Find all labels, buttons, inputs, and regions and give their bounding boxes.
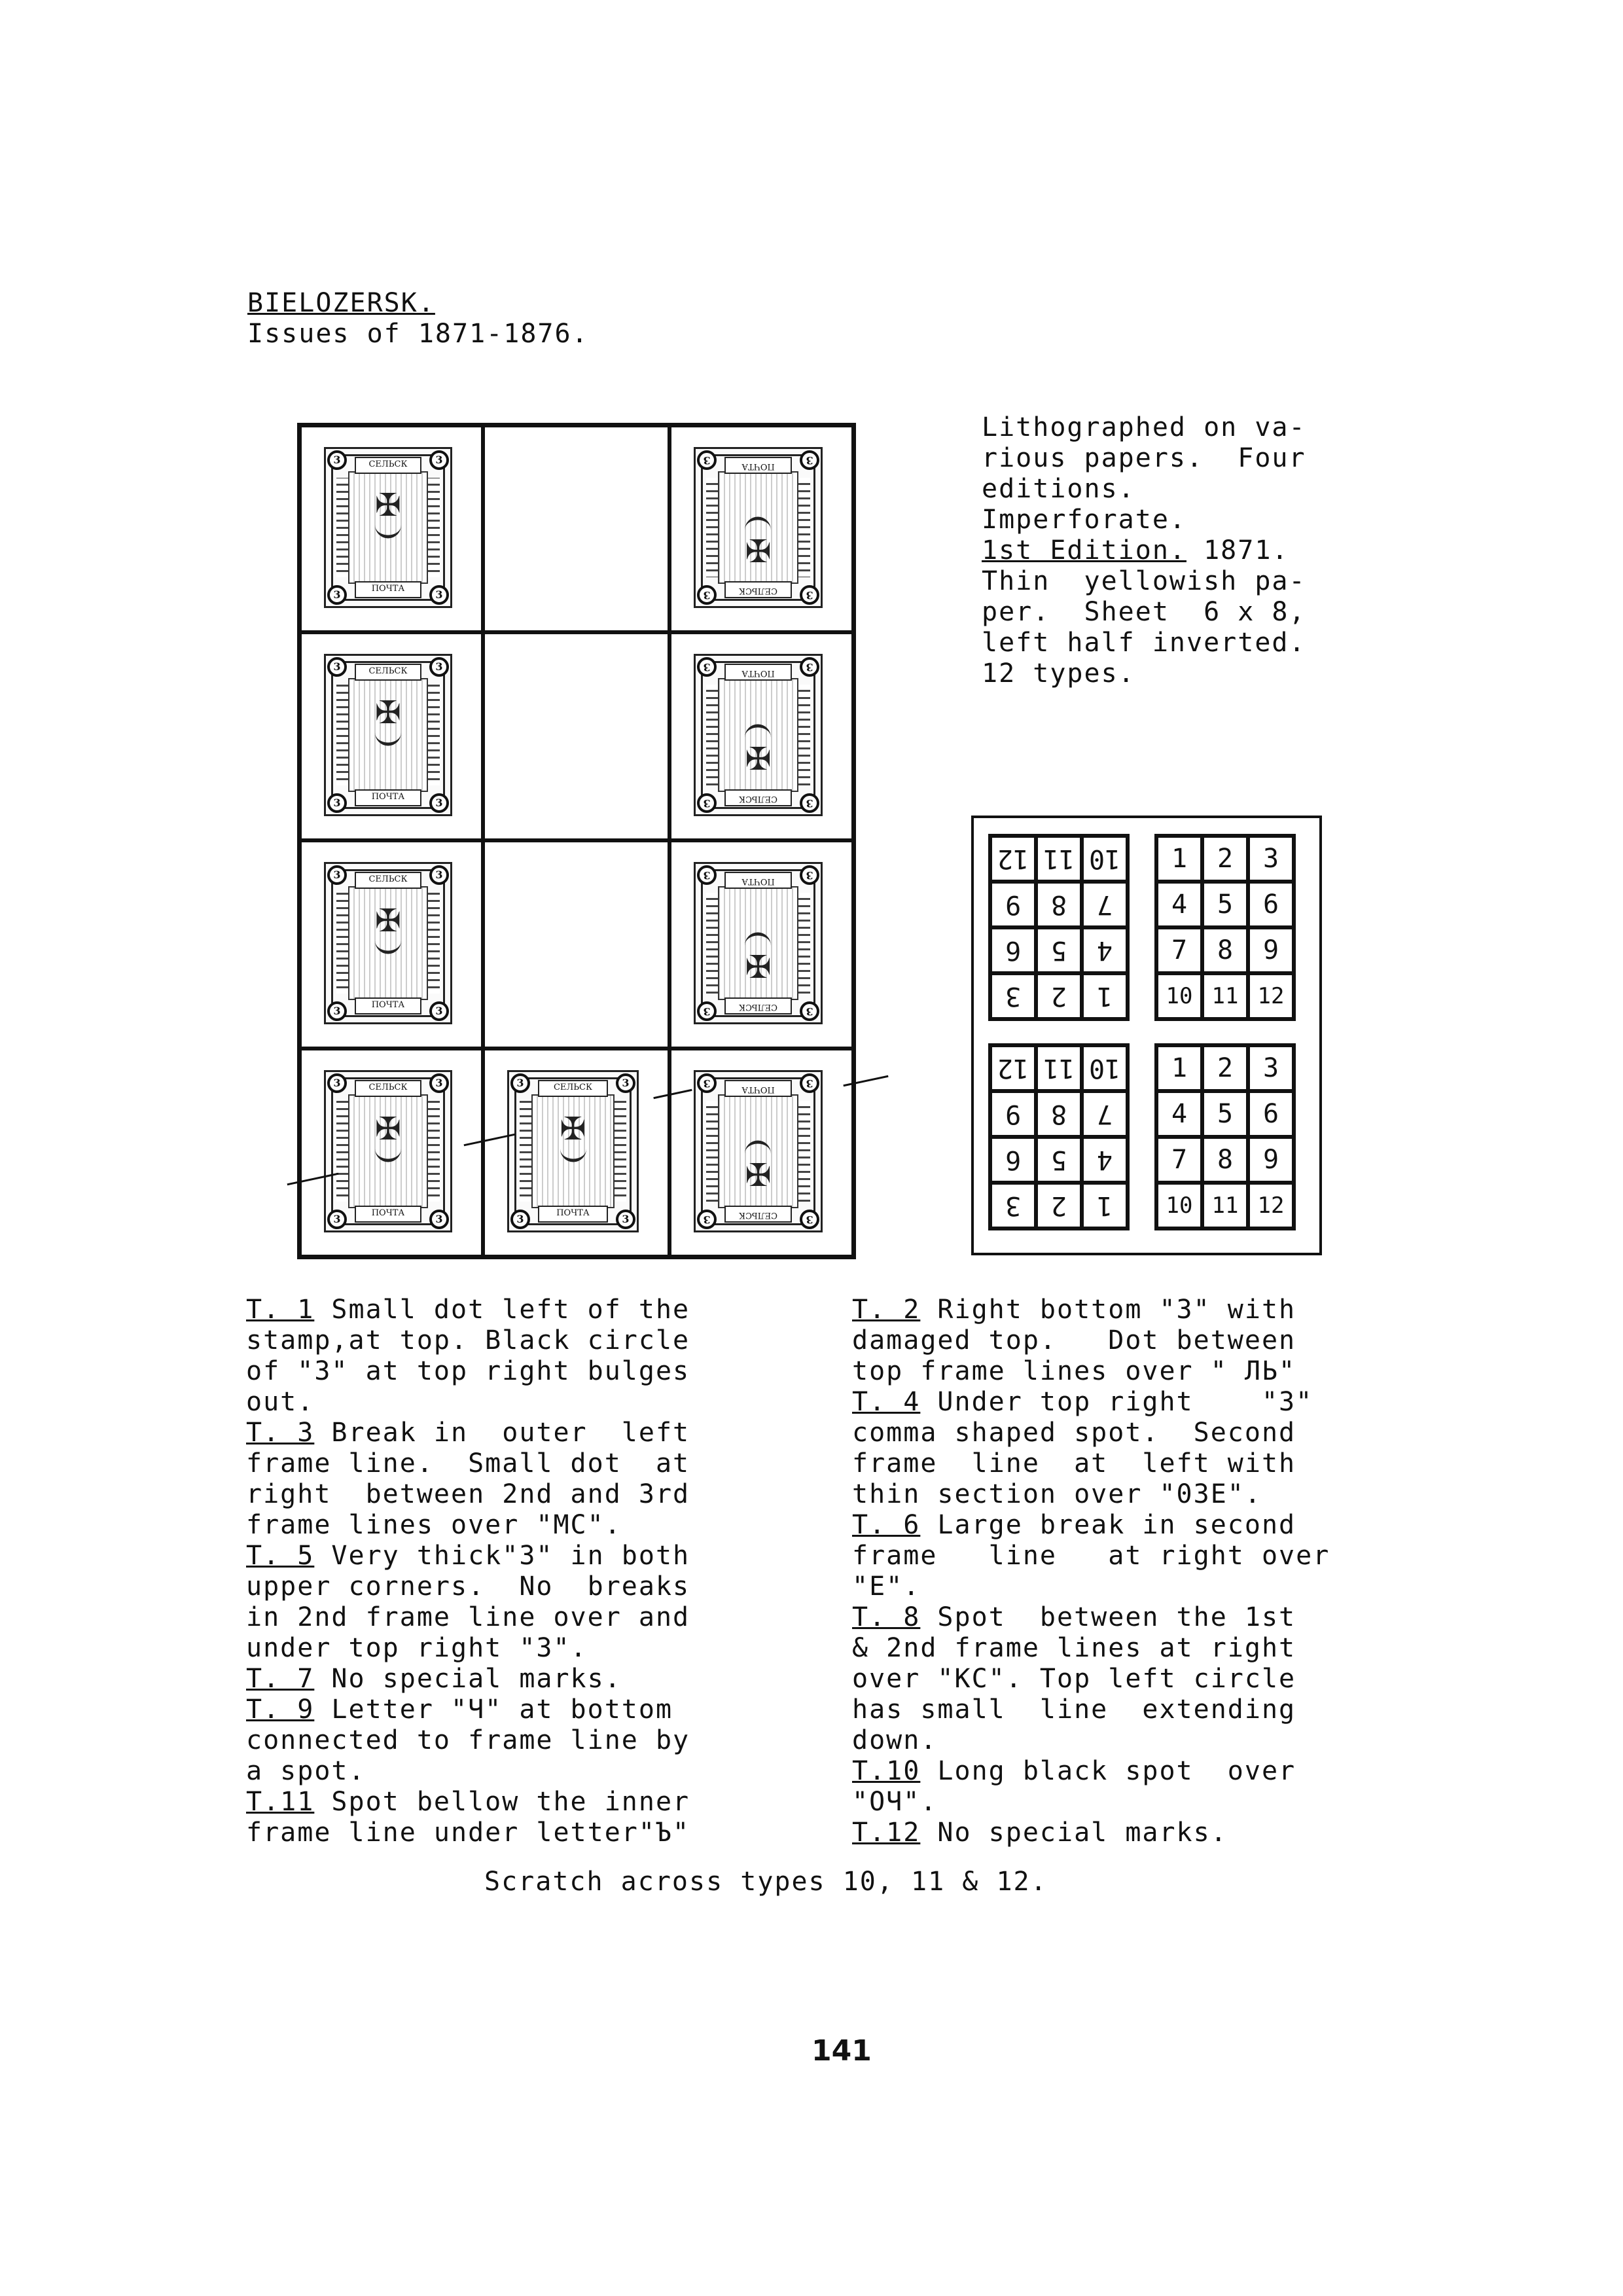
- stamp-top-label: СЕЛЬСК: [538, 1080, 608, 1097]
- corner-numeral: 3: [800, 657, 819, 677]
- corner-numeral: 3: [697, 450, 717, 470]
- type-number: 6: [1005, 1145, 1022, 1175]
- type-description: in 2nd frame line over and: [246, 1602, 690, 1632]
- edition-year: 1871.: [1186, 535, 1289, 565]
- type-number: 9: [1005, 889, 1022, 920]
- type-description: frame line under letter"Ъ": [246, 1818, 690, 1848]
- type-grid-cell: [1082, 882, 1128, 927]
- type-layout-diagram: [971, 816, 1322, 1255]
- type-grid-cell: [990, 973, 1036, 1019]
- stamp-bottom-label: ПОЧТА: [724, 1080, 792, 1097]
- footnote: Scratch across types 10, 11 & 12.: [484, 1867, 1048, 1897]
- type-grid-cell: [1036, 1137, 1082, 1183]
- type-label: T.12: [852, 1818, 921, 1848]
- corner-numeral: 3: [616, 1073, 635, 1093]
- type-description: Spot bellow the inner: [314, 1787, 690, 1817]
- intro-line: left half inverted.: [982, 628, 1306, 658]
- type-description: Long black spot over: [920, 1756, 1296, 1786]
- type-number: 1: [1096, 981, 1113, 1011]
- intro-line: rious papers. Four: [982, 443, 1306, 473]
- type-label: T. 6: [852, 1510, 921, 1540]
- corner-numeral: 3: [429, 657, 449, 677]
- sheet-cell: [669, 425, 853, 632]
- type-label: T. 2: [852, 1295, 921, 1325]
- stamp-bottom-label: ПОЧТА: [355, 997, 421, 1014]
- type-description: frame lines over "MC".: [246, 1510, 622, 1540]
- type-grid-cell: 8: [1202, 927, 1248, 973]
- stamp-image: [324, 447, 452, 608]
- type-description: right between 2nd and 3rd: [246, 1479, 690, 1509]
- type-grid-cell: [990, 882, 1036, 927]
- type-number: 12: [997, 1053, 1029, 1083]
- stamp-bottom-label: ПОЧТА: [355, 789, 421, 806]
- stamp-image: [694, 1070, 823, 1232]
- stamp-sheet-illustration: [297, 423, 856, 1259]
- corner-numeral: 3: [800, 585, 819, 605]
- type-grid-cell: 7: [1156, 927, 1202, 973]
- edition-label: 1st Edition.: [982, 535, 1186, 565]
- stamp-bottom-label: ПОЧТА: [355, 1206, 421, 1223]
- type-number: 12: [997, 844, 1029, 874]
- type-grid-cell: [1036, 1045, 1082, 1091]
- corner-numeral: 3: [800, 1073, 819, 1093]
- sheet-cell: [300, 425, 483, 632]
- intro-line: Thin yellowish pa-: [982, 566, 1306, 596]
- stamp-bottom-label: ПОЧТА: [724, 664, 792, 681]
- type-description: Small dot left of the: [314, 1295, 690, 1325]
- corner-numeral: 3: [327, 585, 347, 605]
- intro-line: 12 types.: [982, 658, 1135, 689]
- type-grid-cell: [990, 836, 1036, 882]
- type-number: 7: [1096, 1099, 1113, 1129]
- type-number: 3: [1005, 981, 1022, 1011]
- type-grid-cell: [990, 1137, 1036, 1183]
- corner-numeral: 3: [697, 865, 717, 885]
- type-grid-upright: [1154, 1043, 1296, 1230]
- type-grid-cell: [1082, 1091, 1128, 1137]
- corner-numeral: 3: [800, 793, 819, 813]
- type-description: stamp,at top. Black circle: [246, 1325, 690, 1355]
- stamp-top-label: СЕЛЬСК: [355, 457, 421, 474]
- type-grid-cell: 8: [1202, 1137, 1248, 1183]
- type-grid-cell: 5: [1202, 1091, 1248, 1137]
- type-number: 9: [1005, 1099, 1022, 1129]
- type-label: T. 3: [246, 1418, 315, 1448]
- type-description: No special marks.: [314, 1664, 622, 1694]
- corner-numeral: 3: [616, 1210, 635, 1229]
- corner-numeral: 3: [429, 450, 449, 470]
- type-grid-cell: [1036, 1183, 1082, 1229]
- type-number: 2: [1050, 1191, 1067, 1221]
- type-grid-cell: 1: [1156, 836, 1202, 882]
- type-label: T.11: [246, 1787, 315, 1817]
- cross-emblem-icon: ✠: [374, 487, 402, 524]
- title-line-2: Issues of 1871-1876.: [247, 319, 589, 349]
- type-description: damaged top. Dot between: [852, 1325, 1296, 1355]
- stamp-image: [694, 862, 823, 1024]
- stamp-top-label: СЕЛЬСК: [355, 872, 421, 889]
- type-grid-cell: 7: [1156, 1137, 1202, 1183]
- type-number: 10: [1088, 1053, 1121, 1083]
- page-number: 141: [812, 2034, 872, 2068]
- type-grid-cell: 11: [1202, 1183, 1248, 1229]
- type-description: comma shaped spot. Second: [852, 1418, 1296, 1448]
- type-grid-cell: 9: [1248, 927, 1294, 973]
- stamp-image: [324, 862, 452, 1024]
- type-description: & 2nd frame lines at right: [852, 1633, 1296, 1663]
- cross-emblem-icon: ✠: [560, 1111, 586, 1148]
- type-grid-cell: 6: [1248, 1091, 1294, 1137]
- type-grid-cell: [1082, 927, 1128, 973]
- corner-numeral: 3: [429, 1001, 449, 1021]
- type-description: down.: [852, 1725, 938, 1755]
- type-number: 11: [1043, 844, 1075, 874]
- type-grid-cell: 4: [1156, 882, 1202, 927]
- type-grid-cell: 11: [1202, 973, 1248, 1019]
- type-number: 11: [1043, 1053, 1075, 1083]
- type-label: T.10: [852, 1756, 921, 1786]
- stamp-image: [324, 654, 452, 816]
- type-grid-cell: [1082, 836, 1128, 882]
- stamp-bottom-label: ПОЧТА: [538, 1206, 608, 1223]
- corner-numeral: 3: [697, 657, 717, 677]
- type-grid-cell: [1036, 836, 1082, 882]
- type-grid-cell: 4: [1156, 1091, 1202, 1137]
- cross-emblem-icon: ✠: [374, 694, 402, 732]
- sheet-cell: [669, 1049, 853, 1257]
- type-grid-cell: [990, 927, 1036, 973]
- type-grid-cell: 9: [1248, 1137, 1294, 1183]
- stamp-bottom-label: ПОЧТА: [355, 581, 421, 598]
- stamp-image: [507, 1070, 639, 1232]
- type-description: Break in outer left: [314, 1418, 690, 1448]
- corner-numeral: 3: [429, 1210, 449, 1229]
- type-description: frame line at left with: [852, 1448, 1296, 1479]
- type-number: 6: [1005, 935, 1022, 965]
- type-description: frame line. Small dot at: [246, 1448, 690, 1479]
- sheet-cell: [483, 425, 669, 632]
- corner-numeral: 3: [510, 1210, 530, 1229]
- stamp-top-label: СЕЛЬСК: [724, 1206, 792, 1223]
- type-grid-cell: [990, 1091, 1036, 1137]
- stamp-bottom-label: ПОЧТА: [724, 457, 792, 474]
- corner-numeral: 3: [429, 793, 449, 813]
- corner-numeral: 3: [697, 1210, 717, 1229]
- type-grid-cell: 12: [1248, 1183, 1294, 1229]
- type-label: T. 9: [246, 1695, 315, 1725]
- type-notes-left: [246, 1295, 690, 1848]
- type-description: "ОЧ".: [852, 1787, 938, 1817]
- stamp-image: [694, 654, 823, 816]
- type-label: T. 8: [852, 1602, 921, 1632]
- type-label: T. 7: [246, 1664, 315, 1694]
- type-description: No special marks.: [920, 1818, 1228, 1848]
- type-grid-cell: [1082, 973, 1128, 1019]
- type-grid-inverted: [988, 1043, 1130, 1230]
- type-number: 7: [1096, 889, 1113, 920]
- corner-numeral: 3: [800, 1001, 819, 1021]
- stamp-top-label: СЕЛЬСК: [724, 581, 792, 598]
- stamp-top-label: СЕЛЬСК: [724, 789, 792, 806]
- type-grid-cell: 2: [1202, 1045, 1248, 1091]
- stamp-top-label: СЕЛЬСК: [355, 1080, 421, 1097]
- type-description: "E".: [852, 1571, 921, 1602]
- type-description: a spot.: [246, 1756, 366, 1786]
- corner-numeral: 3: [697, 1073, 717, 1093]
- type-description: Right bottom "3" with: [920, 1295, 1296, 1325]
- corner-numeral: 3: [697, 585, 717, 605]
- corner-numeral: 3: [429, 585, 449, 605]
- type-grid-cell: 12: [1248, 973, 1294, 1019]
- corner-numeral: 3: [697, 793, 717, 813]
- corner-numeral: 3: [510, 1073, 530, 1093]
- corner-numeral: 3: [327, 793, 347, 813]
- intro-line: per. Sheet 6 x 8,: [982, 597, 1306, 627]
- type-grid-cell: [990, 1045, 1036, 1091]
- type-grid-cell: [1082, 1045, 1128, 1091]
- type-number: 8: [1050, 889, 1067, 920]
- stamp-image: [694, 447, 823, 608]
- type-grid-cell: [1036, 973, 1082, 1019]
- type-description: upper corners. No breaks: [246, 1571, 690, 1602]
- sheet-cell: [669, 840, 853, 1049]
- type-grid-cell: 2: [1202, 836, 1248, 882]
- type-description: of "3" at top right bulges: [246, 1356, 690, 1386]
- type-description: has small line extending: [852, 1695, 1296, 1725]
- type-number: 3: [1005, 1191, 1022, 1221]
- type-grid-cell: [1036, 927, 1082, 973]
- type-grid-upright: [1154, 834, 1296, 1021]
- sheet-cell: [483, 840, 669, 1049]
- type-label: T. 5: [246, 1541, 315, 1571]
- type-number: 5: [1050, 1145, 1067, 1175]
- corner-numeral: 3: [697, 1001, 717, 1021]
- sheet-cell: [300, 1049, 483, 1257]
- type-grid-inverted: [988, 834, 1130, 1021]
- sheet-cell: [483, 1049, 669, 1257]
- corner-numeral: 3: [327, 1001, 347, 1021]
- type-grid-cell: [1082, 1183, 1128, 1229]
- type-number: 2: [1050, 981, 1067, 1011]
- type-grid-cell: [1082, 1137, 1128, 1183]
- title-line-1: BIELOZERSK.: [247, 288, 435, 318]
- corner-numeral: 3: [327, 657, 347, 677]
- cross-emblem-icon: ✠: [745, 738, 772, 776]
- type-description: thin section over "03E".: [852, 1479, 1262, 1509]
- type-label: T. 1: [246, 1295, 315, 1325]
- type-grid-cell: [1036, 1091, 1082, 1137]
- page-title: [247, 288, 589, 350]
- stamp-image: [324, 1070, 452, 1232]
- cross-emblem-icon: ✠: [745, 531, 772, 568]
- type-grid-cell: 3: [1248, 1045, 1294, 1091]
- corner-numeral: 3: [800, 450, 819, 470]
- type-grid-cell: 3: [1248, 836, 1294, 882]
- type-description: over "KC". Top left circle: [852, 1664, 1296, 1694]
- stamp-top-label: СЕЛЬСК: [724, 997, 792, 1014]
- type-grid-cell: [1036, 882, 1082, 927]
- corner-numeral: 3: [800, 1210, 819, 1229]
- stamp-top-label: СЕЛЬСК: [355, 664, 421, 681]
- sheet-cell: [669, 632, 853, 840]
- type-description: connected to frame line by: [246, 1725, 690, 1755]
- sheet-cell: [300, 840, 483, 1049]
- type-grid-cell: 5: [1202, 882, 1248, 927]
- type-number: 8: [1050, 1099, 1067, 1129]
- type-grid-cell: 6: [1248, 882, 1294, 927]
- type-grid-cell: [990, 1183, 1036, 1229]
- corner-numeral: 3: [327, 450, 347, 470]
- corner-numeral: 3: [429, 865, 449, 885]
- type-description: Letter "Ч" at bottom: [314, 1695, 673, 1725]
- intro-line: Imperforate.: [982, 505, 1186, 535]
- intro-line: editions.: [982, 474, 1135, 504]
- cross-emblem-icon: ✠: [374, 903, 402, 940]
- type-description: out.: [246, 1387, 315, 1417]
- type-description: Large break in second: [920, 1510, 1296, 1540]
- type-description: Very thick"3" in both: [314, 1541, 690, 1571]
- sheet-cell: [300, 632, 483, 840]
- cross-emblem-icon: ✠: [374, 1111, 402, 1148]
- cross-emblem-icon: ✠: [745, 946, 772, 984]
- corner-numeral: 3: [429, 1073, 449, 1093]
- type-description: top frame lines over " ЛЬ": [852, 1356, 1296, 1386]
- type-number: 1: [1096, 1191, 1113, 1221]
- corner-numeral: 3: [327, 865, 347, 885]
- cross-emblem-icon: ✠: [745, 1155, 772, 1192]
- type-label: T. 4: [852, 1387, 921, 1417]
- type-notes-right: [852, 1295, 1330, 1848]
- intro-line: Lithographed on va-: [982, 412, 1306, 442]
- type-description: Spot between the 1st: [920, 1602, 1296, 1632]
- type-description: frame line at right over: [852, 1541, 1330, 1571]
- type-number: 4: [1096, 935, 1113, 965]
- type-number: 4: [1096, 1145, 1113, 1175]
- type-grid-cell: 10: [1156, 973, 1202, 1019]
- type-grid-cell: 1: [1156, 1045, 1202, 1091]
- corner-numeral: 3: [327, 1073, 347, 1093]
- sheet-cell: [483, 632, 669, 840]
- stamp-bottom-label: ПОЧТА: [724, 872, 792, 889]
- type-number: 5: [1050, 935, 1067, 965]
- type-description: Under top right "3": [920, 1387, 1313, 1417]
- intro-paragraph: [982, 412, 1306, 689]
- corner-numeral: 3: [800, 865, 819, 885]
- type-number: 10: [1088, 844, 1121, 874]
- type-description: under top right "3".: [246, 1633, 588, 1663]
- corner-numeral: 3: [327, 1210, 347, 1229]
- type-grid-cell: 10: [1156, 1183, 1202, 1229]
